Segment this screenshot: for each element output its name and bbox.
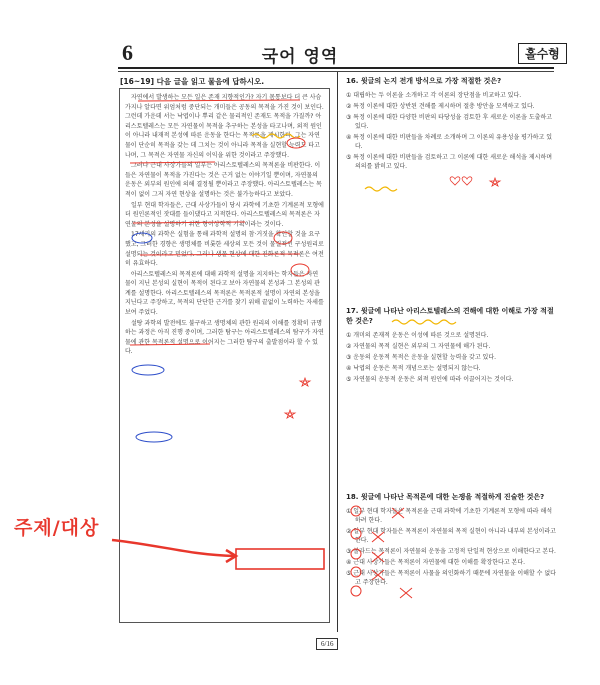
answer-option[interactable]: ② 일부 현대 학자들은 목적론이 자연물의 목적 실현이 아니라 내부의 본성이라고 한다. [346, 528, 556, 544]
question-stem: 17. 윗글에 나타난 아리스토텔레스의 견해에 대한 이해로 가장 적절한 것은? [346, 307, 554, 325]
footer-page-indicator: 6/16 [316, 638, 338, 650]
red-arrow [112, 540, 234, 556]
red-x-mark [372, 552, 384, 562]
passage-paragraph: 설탕 과학의 발전에도 불구하고 생명체의 관한 원리의 이해를 정확히 규명하는 과정은 아직 진행 중이며, 그러한 탐구는 아리스토텔레스의 탐구가 자연물에 관한 목적론적 설명으로 이어지는 그러한 탐구의 출발점이라 할 수 있다. [125, 319, 324, 356]
red-x-mark [392, 508, 404, 518]
answer-option[interactable]: ① 일부 현대 학자들은 목적론을 근대 과학에 기초한 기계론적 모형에 따라 해석하려 한다. [346, 508, 553, 524]
answer-option[interactable]: ④ 특정 이론에 대한 비판들을 차례로 소개하며 그 이론의 유용성을 평가하고 있다. [346, 134, 553, 150]
red-underline [138, 100, 300, 101]
red-circle-mark [351, 506, 361, 516]
answer-option[interactable]: ① 대립하는 두 이론을 소개하고 각 이론의 장단점을 비교하고 있다. [346, 92, 522, 99]
red-star-mark [300, 378, 310, 386]
question-stem: 16. 윗글의 논지 전개 방식으로 가장 적절한 것은? [346, 77, 502, 85]
answer-option[interactable]: ⑤ 특정 이론에 대한 비판들을 검토하고 그 이론에 대한 새로운 해석을 제시하며 의의를 밝히고 있다. [346, 154, 553, 170]
red-underline [130, 162, 215, 163]
passage-paragraph: 17세기의 과학은 실험을 통해 과학적 설명의 참·거짓을 확인할 것을 요구했고, 그러한 경향은 생명체를 비롯한 세상의 모든 것이 물질적인 구성원리로 설명되는 것이라고 믿었다. 그러나 생물 현상에 대한 진화론적 목적론은 여전히 유효하다. [125, 231, 324, 268]
yellow-wavy-underline [252, 134, 300, 138]
red-star-mark [285, 410, 295, 418]
red-star-mark [490, 178, 500, 186]
passage-paragraph: 일부 현대 학자들은, 근대 사상가들이 당시 과학에 기초한 기계론적 모형에 더 원인론적인 잣대를 들이댔다고 지적한다. 아리스토텔레스의 목적론은 자연물의 본성을 설명하기 위한 형이상학적 기획이라는 것이다. [125, 201, 324, 228]
answer-option[interactable]: ② 특정 이론에 대한 상반된 견해를 제시하며 절충 방안을 모색하고 있다. [346, 103, 535, 110]
answer-option[interactable]: ① 개미의 존재적 운동은 이성에 따른 것으로 설명된다. [346, 332, 489, 339]
red-circle-mark [351, 567, 361, 577]
answer-option[interactable]: ④ 근대 사상가들은 목적론이 자연물에 대한 이해를 확장한다고 본다. [346, 559, 526, 566]
passage-paragraph: 그러나 근대 사상가들의 일부는 아리스토텔레스의 목적론을 비판한다. 이들은 자연물이 목적을 가진다는 것은 근거 없는 이야기일 뿐이며, 자연물의 운동은 외부의 원인에 의해 결정될 뿐이라고 주장했다. 아리스토텔레스는 목적이 없이 그저 자연 현상을 설명하는 것은 불가능하다고 보았다. [125, 162, 322, 198]
footer-page-current: 6 [321, 640, 325, 648]
answer-option[interactable]: ⑤ 자연물의 운동적 운동은 외적 원인에 따라 이끌어지는 것이다. [346, 376, 514, 383]
answer-option[interactable]: ③ 볼라드는 목적론이 자연물의 운동을 고정적 단일적 현상으로 이해한다고 본다. [346, 548, 556, 555]
red-x-mark [400, 588, 412, 598]
yellow-wavy-underline [392, 320, 456, 324]
red-circle-mark [287, 138, 305, 148]
red-underline [140, 254, 300, 255]
answer-option[interactable]: ④ 낙엽의 운동은 목적 개념으로는 설명되지 않는다. [346, 365, 481, 372]
page-number: 6 [122, 40, 133, 65]
question-stem: 18. 윗글에 나타난 목적론에 대한 논쟁을 적절하게 진술한 것은? [346, 493, 545, 501]
form-type-badge: 홀수형 [518, 43, 567, 64]
red-underline [133, 222, 245, 223]
red-x-mark [372, 570, 384, 580]
passage-paragraph: 아리스토텔레스의 목적론에 대해 과학적 설명을 지지하는 학자들은 자연물이 지닌 본성의 실현이 목적이 된다고 보아 자연물의 본성과 그 본성의 관계를 설명한다. 아리스토텔레스의 목적론은 목적론적 설명이 자연의 본성을 지닌다고 주장하고, 목적의 단단한 근거를 찾기 위해 끝없이 노력하는 자세를 보여 주었다. [125, 270, 324, 317]
answer-option[interactable]: ② 자연물의 목적 실현은 외부의 그 자연물에 해가 된다. [346, 343, 491, 350]
red-circle-mark [351, 529, 361, 539]
instruction: [16~19] 다음 글을 읽고 물음에 답하시오. [120, 77, 265, 86]
red-circle-mark [274, 232, 292, 244]
red-highlight-box [236, 549, 324, 569]
annotation-label: 주제/대상 [14, 517, 100, 539]
subject-title: 국어 영역 [261, 47, 339, 67]
passage-paragraph: 자연에서 발생하는 모든 일은 존재 지향적인가? 자기 몸통보다 더 큰 사슴가지나 알다면 위엄처럼 중단되는 개미들은 공동의 목적을 가진 것이 보인다. 그런데 가운데 서는 낙엽이나 뿌리 같은 물리적인 존재도 목적을 가질까? 아리스토텔레스는 모든 자연물이 목적을 추구하는 본성을 타고나며, 외적 원인이 아니라 내재적 본성에 따른 운동을 한다는 목적론을 제시한다. 그는 자연물이 단순히 목적을 갖는 데 그치는 것이 아니라 목적을 실현할 능력도 타고나며, 그 목적은 자연물 자신의 이익을 위한 것이라고 주장했다. [125, 94, 324, 159]
red-circle-mark [351, 586, 361, 596]
red-x-mark [372, 532, 384, 542]
red-heart-mark [462, 177, 472, 185]
blue-circle-mark [132, 233, 152, 243]
yellow-wavy-underline [365, 187, 397, 191]
red-circle-mark [351, 549, 361, 559]
answer-option[interactable]: ⑤ 근대 사상가들은 목적론이 사물을 의인화하기 때문에 자연물을 이해할 수 없다고 주장한다. [346, 570, 556, 586]
footer-page-total: 16 [326, 640, 334, 648]
red-underline [130, 344, 210, 345]
blue-circle-mark [132, 365, 164, 375]
red-heart-mark [450, 177, 460, 185]
answer-option[interactable]: ③ 운동의 운동적 목적은 운동을 실현할 능력을 갖고 있다. [346, 354, 497, 361]
answer-option[interactable]: ③ 특정 이론에 대한 다양한 비판의 타당성을 검토한 후 새로운 이론을 도출하고 있다. [346, 114, 553, 130]
red-circle-mark [291, 264, 309, 276]
blue-circle-mark [136, 432, 172, 442]
